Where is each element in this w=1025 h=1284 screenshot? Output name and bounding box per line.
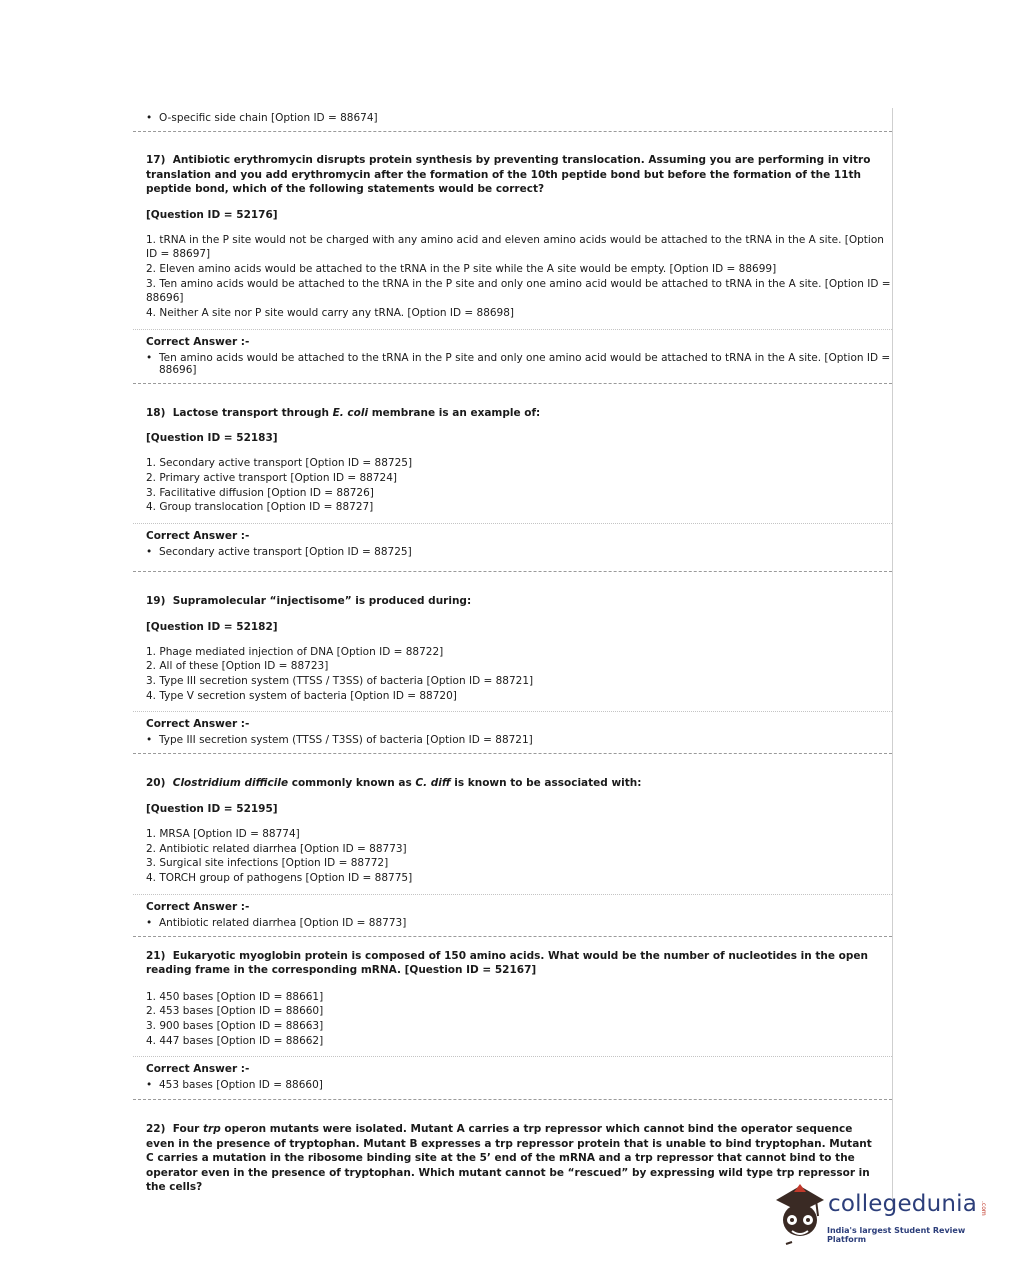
graduate-mascot-icon bbox=[770, 1182, 830, 1250]
question-text: 17) Antibiotic erythromycin disrupts protein synthesis by preventing translocation. Assuming you are performing in vitro translation and you add erythromycin after the formation of the 10th peptide bond but before the formation of the 11th peptide bond, which of the following statements would be correct? bbox=[146, 154, 871, 195]
options-list bbox=[146, 827, 892, 886]
option: 3. 900 bases [Option ID = 88663] bbox=[146, 1020, 324, 1033]
question-text: 22) Four trp operon mutants were isolated. Mutant A carries a trp repressor which cannot bind the operator sequence even in the presence of tryptophan. Mutant B expresses a trp repressor protein that is unable to bind tryptophan. Mutant C carries a mutation in the ribosome binding site at the 5’ end of the mRNA and a trp repressor that cannot bind to the operator even in the presence of tryptophan. Which mutant cannot be “rescued” by expressing wild type trp repressor in the cells? bbox=[146, 1123, 872, 1194]
option: 3. Facilitative diffusion [Option ID = 88726] bbox=[146, 486, 374, 499]
carryover-option: • O-specific side chain [Option ID = 88674] bbox=[133, 108, 892, 132]
question-text: 20) Clostridium difficile commonly known as C. diff is known to be associated with: bbox=[146, 777, 642, 790]
question-20 bbox=[133, 754, 892, 885]
option: 3. Surgical site infections [Option ID = 88772] bbox=[146, 857, 389, 870]
option: 2. 453 bases [Option ID = 88660] bbox=[146, 1005, 324, 1018]
correct-answer: Correct Answer :- • Ten amino acids would be attached to the tRNA in the P site and only one amino acid would be attached to tRNA in the A site. [Option ID = 88696] bbox=[133, 329, 892, 384]
option: 4. Neither A site nor P site would carry any tRNA. [Option ID = 88698] bbox=[146, 307, 515, 320]
question-id: [Question ID = 52182] bbox=[146, 620, 278, 633]
option: 4. Type V secretion system of bacteria [Option ID = 88720] bbox=[146, 689, 457, 702]
option: 2. Primary active transport [Option ID = 88724] bbox=[146, 471, 398, 484]
option: 2. Antibiotic related diarrhea [Option ID = 88773] bbox=[146, 842, 407, 855]
option: 2. All of these [Option ID = 88723] bbox=[146, 660, 329, 673]
option: 2. Eleven amino acids would be attached to the tRNA in the P site while the A site would be empty. [Option ID = 88699] bbox=[146, 262, 777, 275]
options-list bbox=[146, 645, 892, 704]
option: 1. MRSA [Option ID = 88774] bbox=[146, 827, 300, 840]
exam-sheet bbox=[133, 108, 893, 1207]
option: 1. 450 bases [Option ID = 88661] bbox=[146, 990, 324, 1003]
option: 4. 447 bases [Option ID = 88662] bbox=[146, 1034, 324, 1047]
logo-wordmark: collegedunia bbox=[828, 1191, 978, 1217]
option: 1. Secondary active transport [Option ID = 88725] bbox=[146, 457, 413, 470]
option: 1. tRNA in the P site would not be charged with any amino acid and eleven amino acids would be attached to the tRNA in the A site. [Option ID = 88697] bbox=[146, 233, 884, 261]
option: 3. Type III secretion system (TTSS / T3SS) of bacteria [Option ID = 88721] bbox=[146, 674, 534, 687]
option: 1. Phage mediated injection of DNA [Option ID = 88722] bbox=[146, 645, 444, 658]
question-id: [Question ID = 52176] bbox=[146, 208, 278, 221]
correct-answer: Correct Answer :- • Type III secretion system (TTSS / T3SS) of bacteria [Option ID = 88721] bbox=[133, 711, 892, 754]
options-list bbox=[146, 990, 892, 1049]
question-id: [Question ID = 52183] bbox=[146, 432, 278, 445]
option: 3. Ten amino acids would be attached to the tRNA in the P site and only one amino acid would be attached to tRNA in the A site. [Option ID = 88696] bbox=[146, 277, 891, 305]
question-19 bbox=[133, 572, 892, 703]
collegedunia-logo bbox=[770, 1182, 990, 1250]
correct-answer: Correct Answer :- • 453 bases [Option ID = 88660] bbox=[133, 1056, 892, 1100]
logo-suffix: .com bbox=[980, 1201, 987, 1216]
question-text: 21) Eukaryotic myoglobin protein is composed of 150 amino acids. What would be the number of nucleotides in the open reading frame in the corresponding mRNA. [Question ID = 52167] bbox=[146, 949, 868, 977]
option: 4. Group translocation [Option ID = 88727] bbox=[146, 501, 374, 514]
question-text: 19) Supramolecular “injectisome” is produced during: bbox=[146, 595, 472, 608]
options-list bbox=[146, 233, 892, 321]
correct-answer: Correct Answer :- • Antibiotic related diarrhea [Option ID = 88773] bbox=[133, 894, 892, 937]
options-list bbox=[146, 456, 892, 515]
question-18 bbox=[133, 384, 892, 515]
correct-answer: Correct Answer :- • Secondary active transport [Option ID = 88725] bbox=[133, 523, 892, 572]
logo-tagline: India's largest Student Review Platform bbox=[827, 1226, 966, 1244]
question-id: [Question ID = 52195] bbox=[146, 802, 278, 815]
question-17 bbox=[133, 132, 892, 321]
question-21 bbox=[133, 937, 892, 1049]
question-text: 18) Lactose transport through E. coli membrane is an example of: bbox=[146, 406, 541, 419]
option: 4. TORCH group of pathogens [Option ID = 88775] bbox=[146, 871, 413, 884]
